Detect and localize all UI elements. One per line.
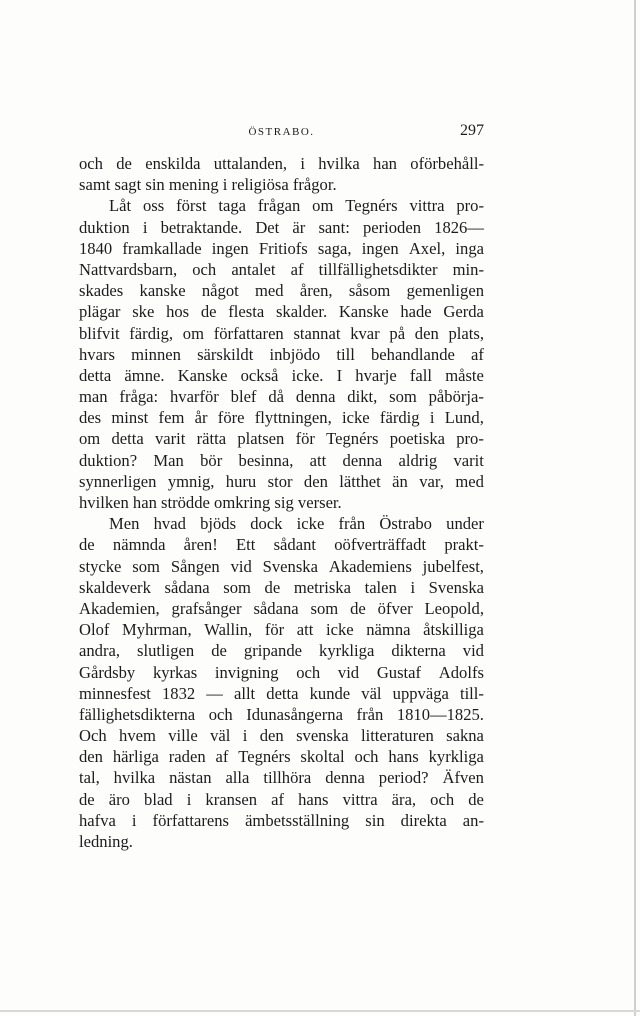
word: man: [79, 387, 108, 407]
word: icke.: [291, 365, 324, 385]
page-header: [79, 122, 484, 142]
word: till: [336, 344, 355, 364]
word: Det: [255, 217, 280, 237]
word: de: [350, 598, 366, 618]
word: den: [79, 747, 103, 767]
word: tillfällighetsdikter: [318, 259, 438, 279]
word: de: [264, 577, 281, 597]
word: minst: [111, 408, 149, 428]
word: de: [468, 789, 484, 809]
word: invigning: [214, 662, 279, 682]
word: bör: [200, 450, 223, 470]
text-line: [79, 238, 484, 259]
word: slutligen: [137, 641, 195, 661]
word: för: [295, 429, 315, 449]
word: och: [296, 662, 321, 682]
word: kvar: [350, 323, 380, 343]
word: väl: [210, 726, 231, 746]
word: af: [215, 747, 229, 767]
word: och: [430, 789, 455, 809]
word: detta: [266, 683, 299, 703]
word: Leopold,: [424, 598, 484, 618]
word: fråga:: [119, 387, 159, 407]
word: med: [455, 471, 484, 491]
word: taga: [218, 196, 247, 216]
word: vid: [337, 662, 360, 682]
word: nästan: [169, 768, 212, 788]
word: uttalanden,: [213, 154, 288, 173]
word: kransen: [205, 789, 257, 809]
word: litteraturen: [360, 726, 434, 746]
word: plägar: [79, 302, 121, 322]
word: jubelfest,: [422, 556, 484, 576]
word: för: [264, 620, 285, 640]
word: hade: [400, 302, 432, 322]
text-line: [79, 598, 484, 619]
word: var,: [419, 471, 444, 491]
word: Lund,: [444, 408, 484, 428]
word: hafva: [79, 810, 116, 830]
word: oöfverträffadt: [334, 535, 427, 555]
text-line: [79, 534, 484, 555]
word: i: [429, 408, 435, 428]
word: kyrkliga: [319, 641, 375, 661]
word: ingen: [211, 238, 249, 258]
word: af: [471, 344, 484, 364]
word: Nattvardsbarn,: [79, 259, 178, 279]
word: fällighetsdikterna: [79, 704, 196, 724]
word: öfver: [377, 598, 413, 618]
word: färdig,: [129, 323, 174, 343]
word: perioden: [362, 217, 422, 237]
text-line: [79, 471, 484, 492]
word: ville: [168, 726, 198, 746]
text-line: [79, 301, 484, 322]
text-line: [79, 725, 484, 746]
word: fall: [409, 365, 433, 385]
word: Östrabo: [379, 514, 432, 534]
word: vid: [462, 641, 484, 661]
word: om: [79, 429, 101, 449]
word: åtskilliga: [423, 620, 484, 640]
text-line: [79, 280, 484, 301]
word: plats,: [448, 323, 484, 343]
word: 1832: [162, 683, 196, 703]
word: pro-: [456, 196, 484, 216]
text-line: [79, 556, 484, 577]
word: och: [192, 259, 217, 279]
word: icke: [296, 514, 325, 534]
word: från: [338, 514, 366, 534]
word: också: [240, 365, 279, 385]
word: skoltal: [300, 747, 345, 767]
word: äro: [108, 789, 130, 809]
word: i: [242, 726, 248, 746]
word: nämna: [366, 620, 411, 640]
word: dock: [250, 514, 283, 534]
word: än: [392, 471, 408, 491]
word: andra,: [79, 641, 120, 661]
word: och: [208, 704, 233, 724]
word: sådana: [253, 598, 299, 618]
word: Idunasångerna: [246, 704, 343, 724]
word: denna: [342, 450, 383, 470]
word: som: [132, 556, 160, 576]
word: och: [79, 154, 103, 173]
word: väl: [361, 683, 382, 703]
word: kanske: [139, 281, 186, 301]
word: färdig: [379, 408, 420, 428]
word: sakna: [446, 726, 484, 746]
word: hans: [388, 747, 419, 767]
word: under: [446, 514, 484, 534]
word: varit: [154, 429, 186, 449]
word: till-: [459, 683, 484, 703]
word: varit: [453, 450, 484, 470]
word: sin: [365, 810, 385, 830]
word: Gustaf: [376, 662, 422, 682]
word: icke: [342, 408, 370, 428]
word: minnesfest: [79, 683, 151, 703]
word: gripande: [243, 641, 302, 661]
word: saga,: [317, 238, 352, 258]
word: måste: [445, 365, 484, 385]
text-line: [79, 767, 484, 788]
text-line: samt sagt sin mening i religiösa frågor.: [79, 175, 337, 195]
word: fem: [158, 408, 185, 428]
running-head: ÖSTRABO.: [248, 126, 315, 138]
word: behandlande: [371, 344, 455, 364]
word: prakt-: [444, 535, 484, 555]
word: an-: [462, 810, 484, 830]
text-line: [79, 513, 484, 534]
word: såsom: [348, 281, 391, 301]
word: I: [336, 365, 343, 385]
word: min-: [452, 259, 484, 279]
word: betraktande.: [160, 217, 243, 237]
word: om: [182, 323, 204, 343]
word: metriska: [293, 577, 351, 597]
word: alla: [225, 768, 250, 788]
text-line: [79, 619, 484, 640]
word: Kanske: [177, 365, 228, 385]
word: 1810—1825.: [396, 704, 484, 724]
word: blifvit: [79, 323, 120, 343]
word: grafsånger: [171, 598, 242, 618]
word: hvars: [79, 344, 115, 364]
word: från: [356, 704, 384, 724]
text-line: [79, 344, 484, 365]
word: sådant: [273, 535, 316, 555]
word: den: [303, 471, 328, 491]
word: hans: [298, 789, 329, 809]
word: hvarje: [355, 365, 397, 385]
text-line: [79, 810, 484, 831]
word: stannat: [293, 323, 341, 343]
word: sant:: [318, 217, 350, 237]
word: platsen: [237, 429, 285, 449]
text-line: [79, 577, 484, 598]
word: i: [142, 217, 148, 237]
word: duktion?: [79, 450, 138, 470]
word: poetiska: [389, 429, 445, 449]
word: Man: [153, 450, 184, 470]
word: —: [206, 683, 223, 703]
word: kyrkliga: [428, 747, 484, 767]
word: 1826—: [434, 217, 484, 237]
word: i: [410, 577, 416, 597]
word: Svenska: [428, 577, 484, 597]
word: som: [310, 598, 339, 618]
word: icke: [326, 620, 354, 640]
word: de: [79, 535, 95, 555]
word: hos: [166, 302, 190, 322]
word: Gårdsby: [79, 662, 136, 682]
word: kyrkas: [152, 662, 198, 682]
word: 1840: [79, 238, 113, 258]
word: tal,: [79, 768, 100, 788]
word: något: [201, 281, 239, 301]
page-edge-bottom: [0, 1010, 640, 1012]
word: de: [200, 302, 217, 322]
word: Äfven: [442, 768, 484, 788]
word: synnerligen: [79, 471, 157, 491]
text-line: [79, 428, 484, 449]
word: Svenska: [262, 556, 318, 576]
word: vid: [230, 556, 252, 576]
word: duktion: [79, 217, 130, 237]
word: Adolfs: [438, 662, 484, 682]
text-line: ledning.: [79, 832, 133, 851]
word: oförbehåll-: [410, 154, 484, 173]
text-line: hvilken han strödde omkring sig verser.: [79, 493, 342, 512]
word: den: [414, 323, 439, 343]
word: åren!: [183, 535, 218, 555]
word: Myhrman,: [122, 620, 192, 640]
word: skaldeverk: [79, 577, 151, 597]
word: besinna,: [238, 450, 294, 470]
text-line: [79, 259, 484, 280]
word: före: [217, 408, 245, 428]
word: härliga: [112, 747, 159, 767]
word: svenska: [296, 726, 349, 746]
word: antalet: [231, 259, 276, 279]
word: ämbetsställning: [245, 810, 350, 830]
word: vittra: [409, 196, 445, 216]
word: flyttningen,: [254, 408, 332, 428]
word: raden: [168, 747, 206, 767]
word: Gerda: [443, 302, 484, 322]
word: minnen: [131, 344, 181, 364]
body-text: [79, 153, 484, 852]
word: skades: [79, 281, 124, 301]
word: dikterna: [391, 641, 446, 661]
word: aldrig: [398, 450, 438, 470]
word: att: [296, 620, 314, 640]
word: sådana: [164, 577, 210, 597]
word: ske: [132, 302, 155, 322]
text-line: [79, 789, 484, 810]
word: uppväga: [392, 683, 449, 703]
word: den: [259, 726, 284, 746]
word: Akademiens: [328, 556, 412, 576]
text-line: [79, 217, 484, 238]
text-line: [79, 704, 484, 725]
word: des: [79, 408, 102, 428]
text-line: [79, 407, 484, 428]
word: denna: [295, 387, 336, 407]
text-line: [79, 323, 484, 344]
word: vittra: [342, 789, 378, 809]
text-line: [79, 640, 484, 661]
word: att: [309, 450, 327, 470]
word: hvilka: [113, 768, 156, 788]
text-line: [79, 662, 484, 683]
word: framkallade: [122, 238, 202, 258]
word: hvem: [119, 726, 156, 746]
word: ymnig,: [167, 471, 215, 491]
word: huru: [225, 471, 257, 491]
word: enskilda: [145, 154, 201, 173]
word: oss: [143, 196, 165, 216]
word: de: [116, 154, 132, 173]
word: allt: [233, 683, 256, 703]
word: om: [312, 196, 334, 216]
word: frågan: [257, 196, 301, 216]
word: som: [223, 577, 251, 597]
word: blad: [144, 789, 173, 809]
word: lätthet: [339, 471, 381, 491]
word: pro-: [456, 429, 484, 449]
word: Tegnérs: [326, 429, 379, 449]
word: detta: [79, 365, 112, 385]
word: ingen: [361, 238, 399, 258]
word: blef: [230, 387, 257, 407]
word: hvilka: [318, 154, 360, 173]
word: Olof: [79, 620, 110, 640]
word: i: [186, 789, 192, 809]
word: Fritiofs: [258, 238, 308, 258]
word: som: [389, 387, 417, 407]
word: påbörja-: [428, 387, 484, 407]
word: ära,: [391, 789, 417, 809]
word: Ett: [236, 535, 256, 555]
word: författaren: [213, 323, 284, 343]
word: Tegnérs: [238, 747, 291, 767]
word: af: [290, 259, 304, 279]
page-number: 297: [460, 122, 484, 139]
word: år: [194, 408, 208, 428]
word: Tegnérs: [345, 196, 398, 216]
word: bjöds: [200, 514, 237, 534]
word: stor: [267, 471, 293, 491]
word: författarens: [152, 810, 230, 830]
word: på: [389, 323, 406, 343]
word: Wallin,: [204, 620, 253, 640]
word: särskildt: [197, 344, 254, 364]
word: Och: [79, 726, 107, 746]
text-line: [79, 195, 484, 216]
text-line: [79, 153, 484, 174]
text-line: [79, 365, 484, 386]
word: Kanske: [338, 302, 389, 322]
word: stycke: [79, 556, 122, 576]
word: denna: [325, 768, 365, 788]
text-line: [79, 386, 484, 407]
word: hvarför: [169, 387, 219, 407]
word: han: [373, 154, 397, 173]
text-line: [79, 683, 484, 704]
word: gemenligen: [406, 281, 484, 301]
word: inbjödo: [269, 344, 321, 364]
word: med: [255, 281, 284, 301]
word: i: [131, 810, 137, 830]
text-line: [79, 450, 484, 471]
word: Men: [109, 514, 140, 534]
word: inga: [455, 238, 484, 258]
word: Låt: [109, 196, 132, 216]
word: rätta: [196, 429, 227, 449]
word: Sången: [170, 556, 220, 576]
word: och: [354, 747, 379, 767]
text-line: [79, 746, 484, 767]
word: talen: [364, 577, 397, 597]
word: period?: [378, 768, 429, 788]
word: flesta: [228, 302, 265, 322]
page-edge-right: [634, 0, 636, 1016]
word: detta: [111, 429, 144, 449]
word: dikt,: [347, 387, 378, 407]
word: ämne.: [124, 365, 165, 385]
word: de: [79, 789, 95, 809]
word: i: [300, 154, 305, 173]
word: först: [176, 196, 207, 216]
word: är: [292, 217, 306, 237]
word: tillhöra: [263, 768, 312, 788]
word: nämnda: [112, 535, 166, 555]
word: af: [271, 789, 284, 809]
word: hvad: [153, 514, 186, 534]
word: kunde: [309, 683, 351, 703]
word: direkta: [400, 810, 447, 830]
word: då: [268, 387, 284, 407]
word: de: [211, 641, 227, 661]
word: skalder.: [275, 302, 328, 322]
word: Axel,: [408, 238, 446, 258]
word: Akademien,: [79, 598, 160, 618]
word: åren,: [299, 281, 333, 301]
